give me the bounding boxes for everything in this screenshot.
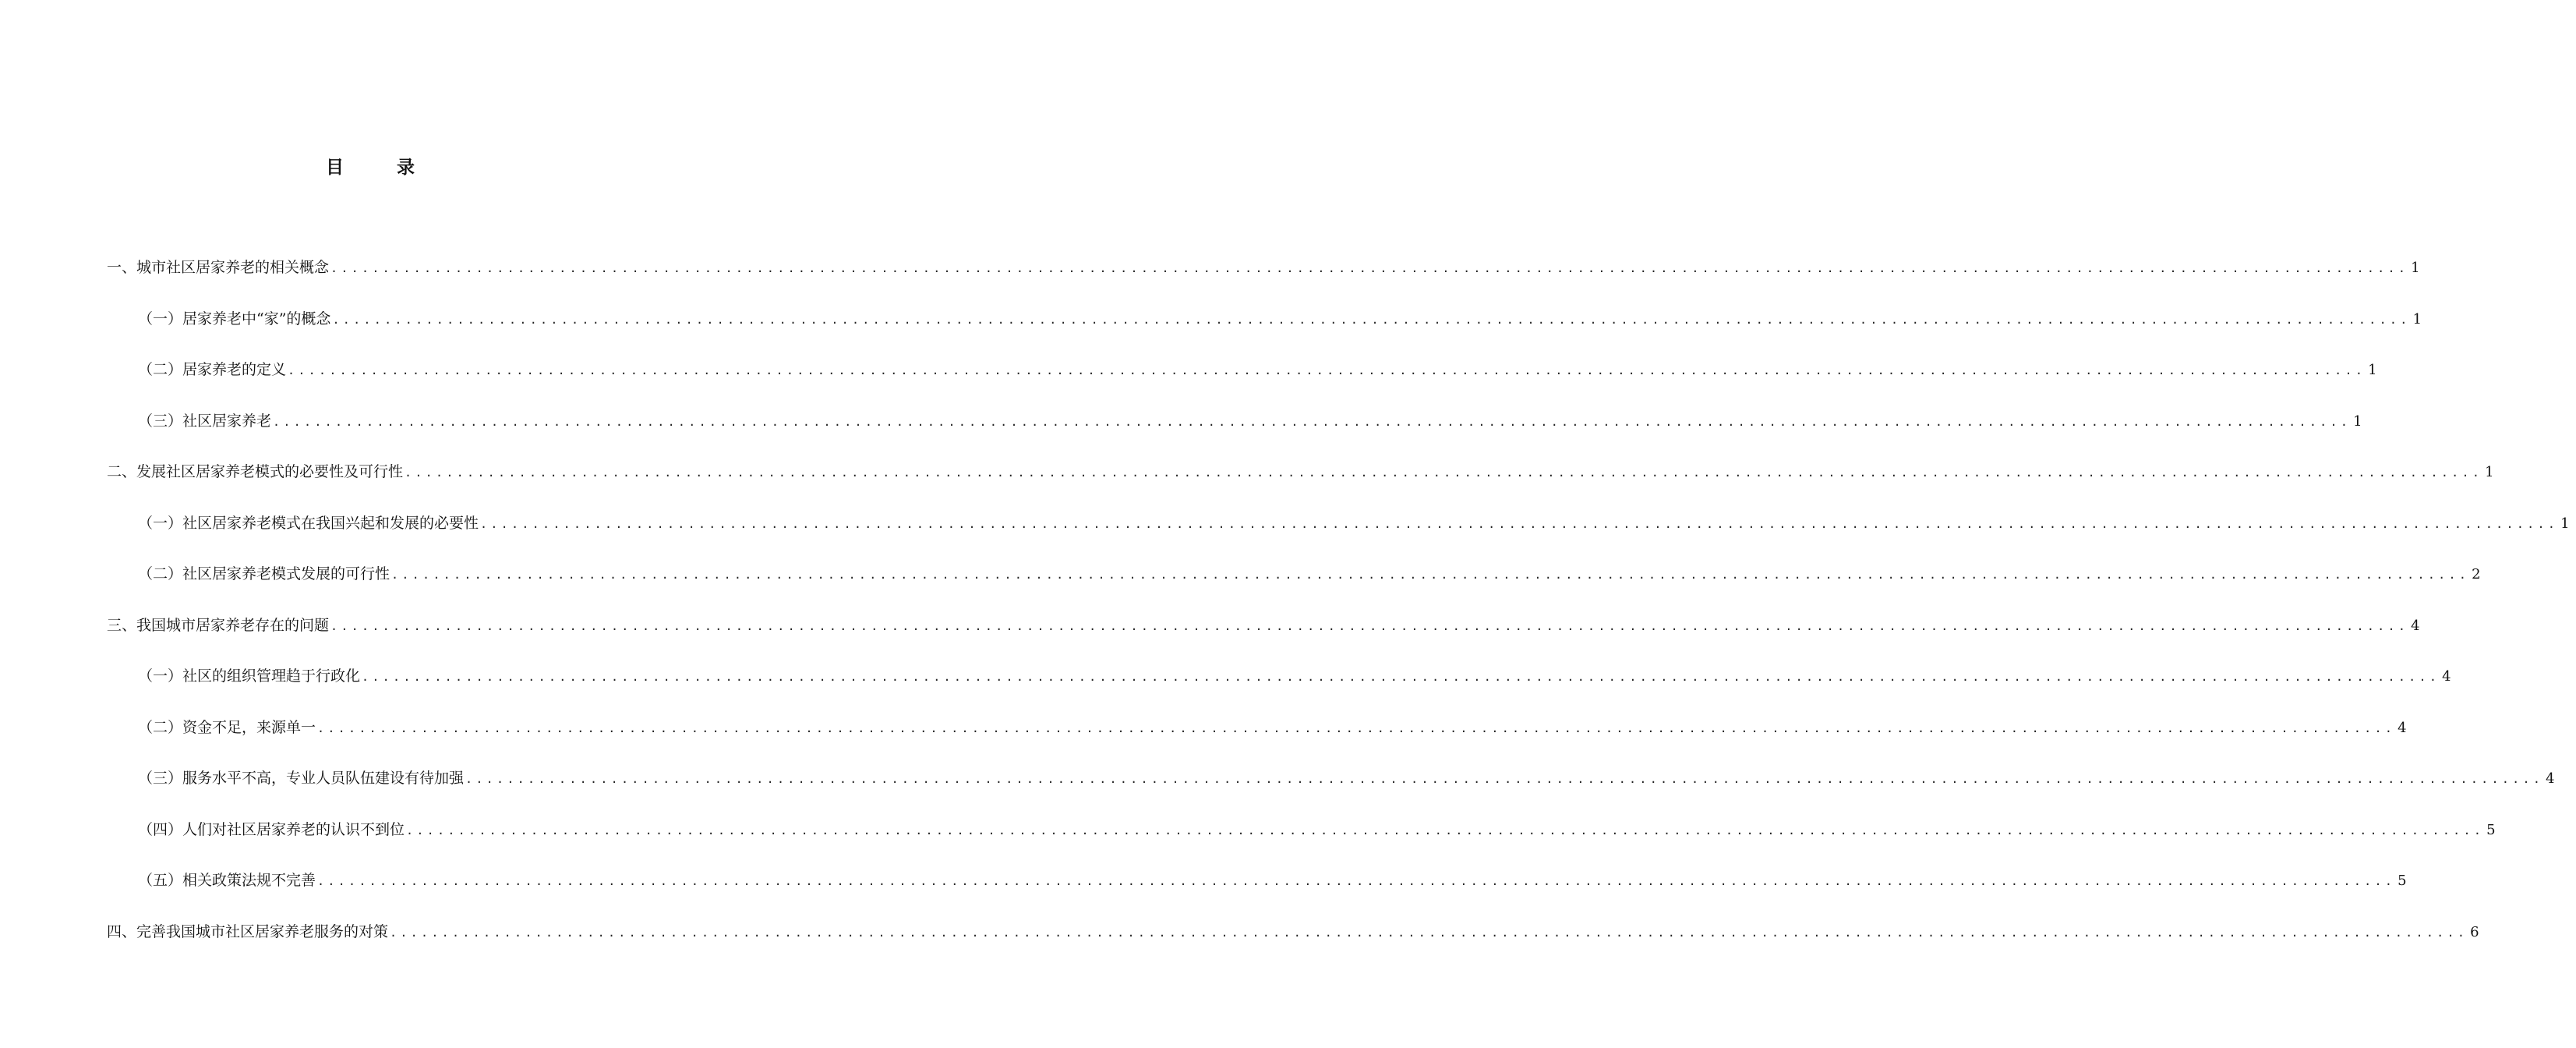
page-title: 目 录 xyxy=(325,157,438,178)
toc-section-entry[interactable] xyxy=(0,767,2555,818)
toc-entry-label: （二）社区居家养老模式发展的可行性 xyxy=(138,562,391,583)
toc-entry-label: （一）社区的组织管理趋于行政化 xyxy=(138,664,362,685)
toc-entry-label: 一、城市社区居家养老的相关概念 xyxy=(107,256,330,277)
toc-page-number: 1 xyxy=(2353,412,2362,430)
dot-leader: ........................................................................................................................................................................................................ xyxy=(390,925,2468,940)
dot-leader: ........................................................................................................................................................................................................ xyxy=(332,312,2411,327)
toc-page-number: 1 xyxy=(2412,310,2422,328)
dot-leader: ........................................................................................................................................................................................................ xyxy=(405,466,2483,480)
toc-section-entry[interactable] xyxy=(0,562,2481,614)
dot-leader: ........................................................................................................................................................................................................ xyxy=(317,720,2396,735)
toc-page-number: 1 xyxy=(2411,260,2420,276)
toc-page-number: 1 xyxy=(2485,464,2494,480)
toc-page-number: 5 xyxy=(2486,821,2496,838)
toc-page-number: 5 xyxy=(2398,873,2407,889)
toc-entry-label: 三、我国城市居家养老存在的问题 xyxy=(107,614,330,635)
toc-entry-label: （四）人们对社区居家养老的认识不到位 xyxy=(138,818,406,839)
toc-entry-label: （三）社区居家养老 xyxy=(138,409,273,430)
toc-entry-label: 二、发展社区居家养老模式的必要性及可行性 xyxy=(107,460,405,481)
toc-page-number: 4 xyxy=(2398,719,2407,736)
dot-leader: ........................................................................................................................................................................................................ xyxy=(465,772,2544,786)
dot-leader: ........................................................................................................................................................................................................ xyxy=(391,568,2470,582)
dot-leader: ........................................................................................................................................................................................................ xyxy=(406,823,2485,837)
toc-entry-label: （三）服务水平不高，专业人员队伍建设有待加强 xyxy=(138,767,465,788)
toc-entry-label: 四、完善我国城市社区居家养老服务的对策 xyxy=(107,920,390,941)
toc-page-number: 1 xyxy=(2560,515,2570,532)
toc-section-entry[interactable] xyxy=(0,818,2496,869)
toc-chapter-entry[interactable] xyxy=(0,460,2494,512)
toc-chapter-entry[interactable] xyxy=(0,256,2420,307)
toc-chapter-entry[interactable] xyxy=(0,920,2479,972)
table-of-contents xyxy=(0,256,2570,971)
dot-leader: ........................................................................................................................................................................................................ xyxy=(288,363,2366,377)
dot-leader: ........................................................................................................................................................................................................ xyxy=(273,414,2352,429)
toc-section-entry[interactable] xyxy=(0,716,2407,767)
toc-page-number: 2 xyxy=(2472,566,2481,582)
toc-entry-label: （二）资金不足，来源单一 xyxy=(138,716,317,737)
dot-leader: ........................................................................................................................................................................................................ xyxy=(330,618,2409,633)
toc-section-entry[interactable] xyxy=(0,307,2422,359)
toc-page-number: 4 xyxy=(2442,668,2451,685)
toc-page-number: 4 xyxy=(2411,617,2420,634)
toc-section-entry[interactable] xyxy=(0,869,2407,920)
toc-section-entry[interactable] xyxy=(0,512,2570,563)
toc-section-entry[interactable] xyxy=(0,409,2362,461)
toc-chapter-entry[interactable] xyxy=(0,614,2420,665)
toc-section-entry[interactable] xyxy=(0,664,2451,716)
toc-entry-label: （五）相关政策法规不完善 xyxy=(138,869,317,890)
dot-leader: ........................................................................................................................................................................................................ xyxy=(317,874,2396,888)
toc-entry-label: （二）居家养老的定义 xyxy=(138,358,288,379)
dot-leader: ........................................................................................................................................................................................................ xyxy=(330,261,2409,275)
toc-section-entry[interactable] xyxy=(0,358,2377,409)
toc-page-number: 6 xyxy=(2470,923,2479,940)
toc-page-number: 1 xyxy=(2368,362,2377,378)
dot-leader: ........................................................................................................................................................................................................ xyxy=(362,670,2440,684)
toc-page-number: 4 xyxy=(2546,770,2555,787)
toc-entry-label: （一）居家养老中“家”的概念 xyxy=(138,307,332,328)
toc-entry-label: （一）社区居家养老模式在我国兴起和发展的必要性 xyxy=(138,512,480,533)
dot-leader: ........................................................................................................................................................................................................ xyxy=(480,516,2559,531)
